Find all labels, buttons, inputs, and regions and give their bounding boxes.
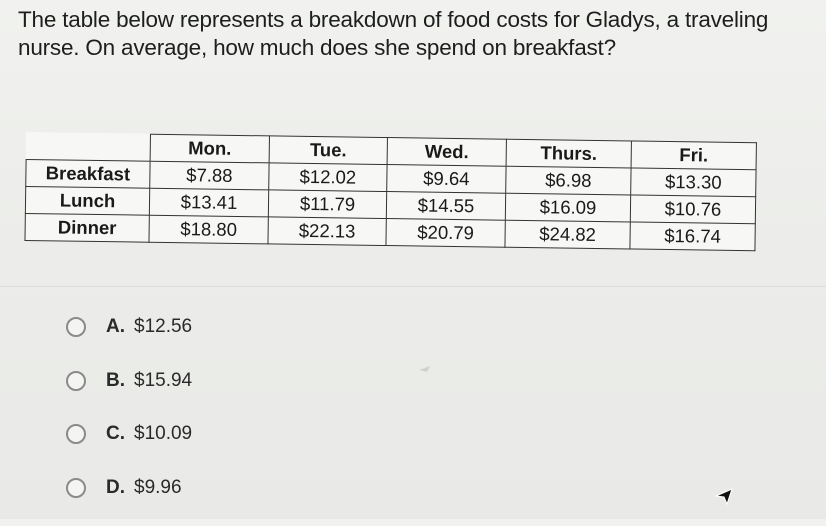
table-cell: $16.74 <box>630 222 755 251</box>
table-cell: $22.13 <box>268 217 386 246</box>
table-cell: $16.09 <box>505 193 630 222</box>
row-header-lunch: Lunch <box>25 187 149 216</box>
table-cell: $13.41 <box>149 188 268 217</box>
option-letter: A. <box>106 316 125 337</box>
option-text: $12.56 <box>134 316 193 337</box>
answer-option-c[interactable] <box>66 419 192 449</box>
answer-options <box>66 312 192 526</box>
answer-option-d[interactable] <box>66 473 192 503</box>
column-header-fri: Fri. <box>631 141 756 170</box>
option-letter: C. <box>106 423 125 444</box>
table-cell: $9.64 <box>387 165 506 194</box>
option-letter: D. <box>106 476 125 498</box>
table-cell: $7.88 <box>150 161 269 190</box>
table-cell: $10.76 <box>630 195 755 224</box>
option-text: $10.09 <box>134 423 193 444</box>
column-header-tue: Tue. <box>269 136 387 165</box>
table-cell: $20.79 <box>386 219 505 248</box>
column-header-wed: Wed. <box>387 138 506 167</box>
option-letter: B. <box>106 369 125 391</box>
table-corner-cell <box>26 133 150 162</box>
food-cost-table-container <box>24 132 755 251</box>
table-cell: $13.30 <box>631 168 756 197</box>
radio-button-c[interactable] <box>66 424 86 444</box>
answer-option-a[interactable] <box>66 312 192 342</box>
mouse-cursor-icon <box>714 486 736 506</box>
table-cell: $14.55 <box>386 192 505 221</box>
row-header-dinner: Dinner <box>25 213 149 242</box>
option-text: $9.96 <box>134 476 182 498</box>
answer-option-b[interactable] <box>66 366 192 396</box>
column-header-mon: Mon. <box>150 134 269 163</box>
table-cell: $12.02 <box>269 163 387 192</box>
table-cell: $6.98 <box>506 166 631 195</box>
radio-button-a[interactable] <box>66 317 86 337</box>
radio-button-d[interactable] <box>66 478 86 498</box>
option-text: $15.94 <box>134 369 193 391</box>
table-cell: $18.80 <box>149 215 268 244</box>
row-header-breakfast: Breakfast <box>26 160 150 189</box>
column-header-thurs: Thurs. <box>506 139 631 168</box>
table-cell: $11.79 <box>268 190 386 219</box>
question-text: The table below represents a breakdown of food costs for Gladys, a traveling nurse. On average, how much does she spend on breakfast? <box>18 7 769 60</box>
radio-button-b[interactable] <box>66 371 86 391</box>
pen-mark-icon <box>418 364 432 374</box>
table-cell: $24.82 <box>505 220 630 249</box>
food-cost-table <box>24 132 756 251</box>
section-divider <box>0 286 826 287</box>
